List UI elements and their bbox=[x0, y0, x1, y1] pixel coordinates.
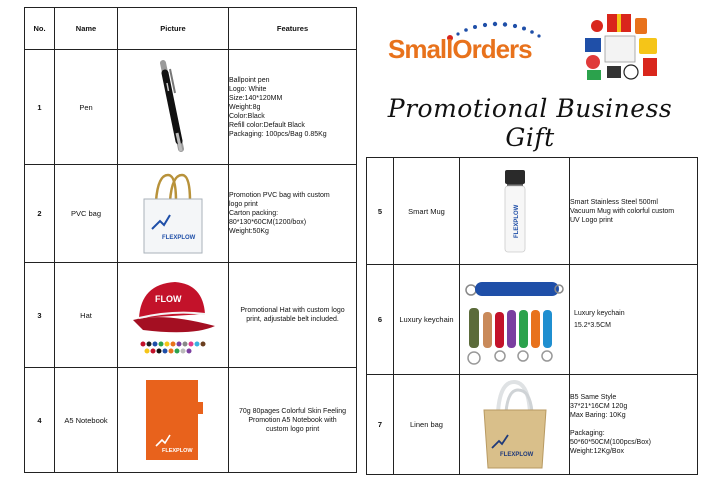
feature-line: Packaging: bbox=[570, 430, 605, 437]
row-number: 2 bbox=[25, 165, 55, 263]
pvc-bag-icon bbox=[138, 171, 208, 257]
table-row bbox=[25, 368, 357, 473]
product-picture bbox=[460, 265, 570, 375]
header-features: Features bbox=[229, 8, 357, 50]
product-picture bbox=[118, 263, 229, 368]
feature-line: 37*21*16CM 120g bbox=[570, 403, 628, 410]
product-picture bbox=[118, 50, 229, 165]
feature-line: 50*60*50CM(100pcs/Box) bbox=[570, 439, 651, 446]
product-features bbox=[229, 50, 357, 165]
product-name: Linen bag bbox=[394, 375, 460, 475]
product-name: Smart Mug bbox=[394, 158, 460, 265]
notebook-brand-text: FLEXPLOW bbox=[162, 448, 193, 454]
feature-line: Weight:50Kg bbox=[229, 228, 269, 235]
product-name: Luxury keychain bbox=[394, 265, 460, 375]
feature-line: Promotional Hat with custom logo bbox=[240, 307, 345, 314]
product-picture bbox=[460, 158, 570, 265]
row-number: 4 bbox=[25, 368, 55, 473]
row-number: 6 bbox=[367, 265, 394, 375]
pen-icon bbox=[153, 59, 193, 155]
product-features bbox=[229, 368, 357, 473]
smart-mug-icon bbox=[495, 166, 535, 256]
product-features bbox=[229, 263, 357, 368]
product-features bbox=[229, 165, 357, 263]
feature-line: Ballpoint pen bbox=[229, 76, 270, 84]
notebook-icon bbox=[138, 376, 208, 464]
feature-line: B5 Same Style bbox=[570, 394, 617, 401]
linen-bag-brand-text: FLEXPLOW bbox=[499, 451, 533, 458]
row-number: 3 bbox=[25, 263, 55, 368]
feature-line: custom logo print bbox=[265, 425, 320, 433]
table-header-row bbox=[25, 8, 357, 50]
linen-bag-icon bbox=[478, 378, 552, 472]
feature-line: Weight:8g bbox=[229, 103, 261, 111]
cap-icon bbox=[123, 270, 223, 360]
row-number: 5 bbox=[367, 158, 394, 265]
table-row bbox=[367, 158, 698, 265]
logo-word-small: Small bbox=[388, 34, 453, 64]
product-picture bbox=[460, 375, 570, 475]
table-row bbox=[367, 375, 698, 475]
table-row bbox=[25, 263, 357, 368]
keychain-icon bbox=[463, 272, 567, 368]
feature-line: print, adjustable belt included. bbox=[246, 316, 339, 323]
right-product-table bbox=[366, 157, 698, 475]
feature-line: Promotion A5 Notebook with bbox=[248, 416, 337, 424]
table-row bbox=[25, 50, 357, 165]
product-name: A5 Notebook bbox=[55, 368, 118, 473]
feature-line: logo print bbox=[229, 201, 258, 208]
left-product-table bbox=[24, 7, 357, 473]
feature-line: Carton packing: bbox=[229, 210, 279, 217]
brand-logo bbox=[388, 34, 532, 65]
feature-line: Size:140*120MM bbox=[229, 94, 283, 102]
feature-line: Color:Black bbox=[229, 112, 265, 120]
feature-line: Luxury keychain bbox=[574, 310, 625, 317]
pvc-bag-brand-text: FLEXPLOW bbox=[162, 234, 196, 241]
product-name: Pen bbox=[55, 50, 118, 165]
cap-brand-text: FLOW bbox=[155, 294, 182, 304]
feature-line: Weight:12Kg/Box bbox=[570, 448, 624, 455]
feature-line: 15.2*3.5CM bbox=[574, 322, 611, 329]
product-picture bbox=[118, 165, 229, 263]
product-features bbox=[570, 158, 698, 265]
page-title: Promotional Business Gift bbox=[387, 94, 673, 152]
row-number: 1 bbox=[25, 50, 55, 165]
feature-line: Smart Stainless Steel 500ml bbox=[570, 198, 658, 206]
feature-line: Max Baring: 10Kg bbox=[570, 412, 626, 419]
header-no: No. bbox=[25, 8, 55, 50]
logo-word-orders: Orders bbox=[452, 34, 532, 64]
feature-line: Promotion PVC bag with custom bbox=[229, 192, 330, 199]
row-number: 7 bbox=[367, 375, 394, 475]
product-features bbox=[570, 265, 698, 375]
product-name: Hat bbox=[55, 263, 118, 368]
table-row bbox=[25, 165, 357, 263]
feature-line: 80*130*60CM(1200/box) bbox=[229, 219, 307, 226]
header-picture: Picture bbox=[118, 8, 229, 50]
product-name: PVC bag bbox=[55, 165, 118, 263]
product-features bbox=[570, 375, 698, 475]
feature-line: Refill color:Default Black bbox=[229, 121, 305, 129]
feature-line: UV Logo print bbox=[570, 216, 613, 224]
feature-line: Vacuum Mug with colorful custom bbox=[570, 207, 675, 215]
feature-line: Packaging: 100pcs/Bag 0.85Kg bbox=[229, 130, 327, 138]
gift-collage-icon bbox=[583, 12, 661, 82]
header-name: Name bbox=[55, 8, 118, 50]
table-row bbox=[367, 265, 698, 375]
feature-line: 70g 80pages Colorful Skin Feeling bbox=[238, 407, 346, 415]
product-picture bbox=[118, 368, 229, 473]
feature-line: Logo: White bbox=[229, 85, 267, 93]
feature-line-spacer bbox=[570, 420, 697, 429]
mug-brand-text: FLEXPLOW bbox=[513, 204, 520, 238]
